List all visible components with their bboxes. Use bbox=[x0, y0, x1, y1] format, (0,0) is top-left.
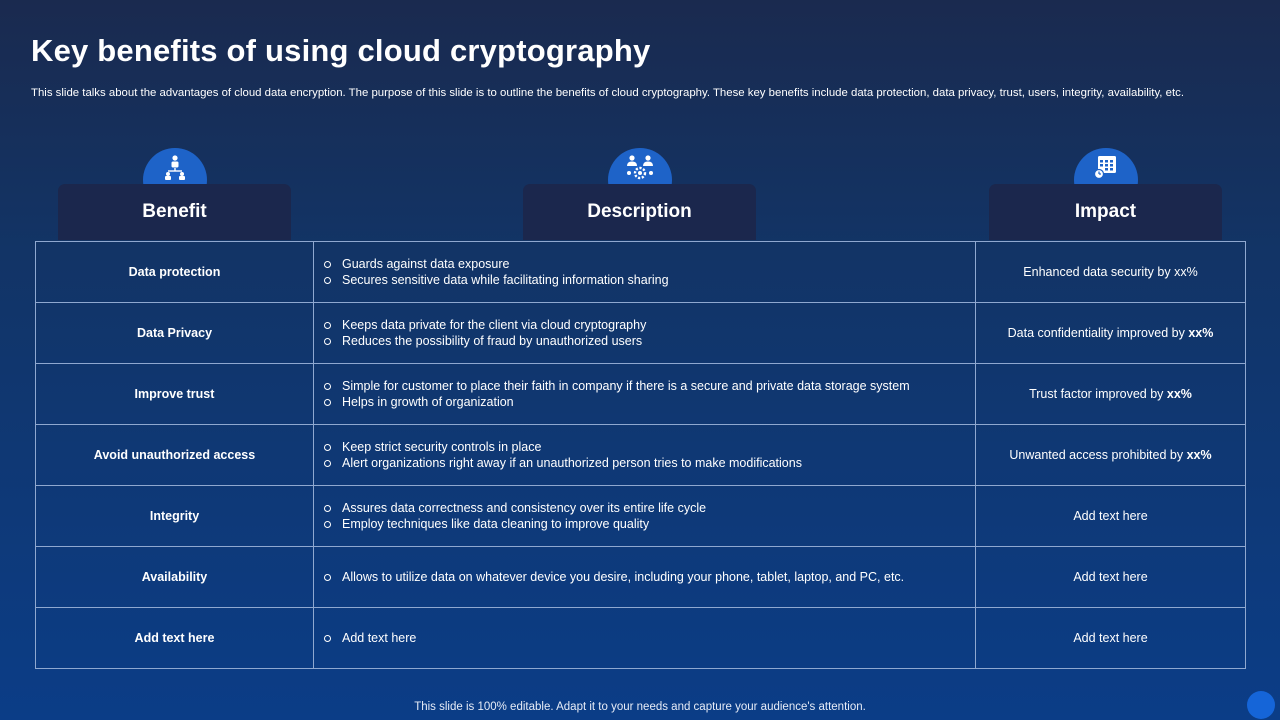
benefit-cell: Data protection bbox=[36, 242, 314, 303]
benefit-cell: Improve trust bbox=[36, 364, 314, 425]
benefit-cell: Integrity bbox=[36, 486, 314, 547]
slide-subtitle: This slide talks about the advantages of cloud data encryption. The purpose of this slide is to outline the benefits of cloud cryptography. These key benefits include data protection, data privacy, trust, users, integrity, availability, etc. bbox=[31, 87, 1184, 99]
description-cell bbox=[314, 547, 976, 608]
benefit-cell: Availability bbox=[36, 547, 314, 608]
description-bullet: Secures sensitive data while facilitating information sharing bbox=[324, 272, 975, 288]
impact-cell bbox=[976, 547, 1246, 608]
description-cell bbox=[314, 608, 976, 669]
description-cell bbox=[314, 364, 976, 425]
impact-text: Enhanced data security by xx% bbox=[1023, 265, 1198, 279]
description-bullet: Guards against data exposure bbox=[324, 256, 975, 272]
description-column-header bbox=[523, 148, 756, 240]
slide-footer: This slide is 100% editable. Adapt it to your needs and capture your audience's attention. bbox=[414, 701, 866, 713]
slide-title: Key benefits of using cloud cryptography bbox=[31, 33, 651, 68]
description-bullet: Alert organizations right away if an unauthorized person tries to make modifications bbox=[324, 455, 975, 471]
description-cell bbox=[314, 303, 976, 364]
table-row bbox=[36, 364, 1246, 425]
table-row bbox=[36, 242, 1246, 303]
description-bullet: Reduces the possibility of fraud by unauthorized users bbox=[324, 333, 975, 349]
impact-text: Add text here bbox=[1073, 570, 1148, 584]
impact-text: Add text here bbox=[1073, 631, 1148, 645]
impact-text: Unwanted access prohibited by bbox=[1009, 448, 1187, 462]
description-bullet: Simple for customer to place their faith in company if there is a secure and private data storage system bbox=[324, 378, 975, 394]
impact-cell bbox=[976, 425, 1246, 486]
table-row bbox=[36, 486, 1246, 547]
table-row bbox=[36, 425, 1246, 486]
description-bullet: Assures data correctness and consistency over its entire life cycle bbox=[324, 500, 975, 516]
impact-cell bbox=[976, 242, 1246, 303]
impact-value: xx% bbox=[1166, 387, 1192, 401]
impact-column-header bbox=[989, 148, 1222, 240]
benefit-cell: Add text here bbox=[36, 608, 314, 669]
table-row bbox=[36, 303, 1246, 364]
benefit-header-label: Benefit bbox=[58, 184, 291, 240]
impact-header-label: Impact bbox=[989, 184, 1222, 240]
description-bullet: Keep strict security controls in place bbox=[324, 439, 975, 455]
impact-cell bbox=[976, 608, 1246, 669]
description-cell bbox=[314, 425, 976, 486]
impact-cell bbox=[976, 486, 1246, 547]
description-bullet: Allows to utilize data on whatever device you desire, including your phone, tablet, laptop, and PC, etc. bbox=[324, 569, 975, 585]
benefit-cell: Data Privacy bbox=[36, 303, 314, 364]
benefit-column-header bbox=[58, 148, 291, 240]
impact-value: xx% bbox=[1186, 448, 1212, 462]
impact-cell bbox=[976, 303, 1246, 364]
table-row bbox=[36, 608, 1246, 669]
impact-text: Trust factor improved by bbox=[1029, 387, 1167, 401]
impact-value: xx% bbox=[1188, 326, 1214, 340]
impact-text: Add text here bbox=[1073, 509, 1148, 523]
description-cell bbox=[314, 486, 976, 547]
benefits-table bbox=[35, 241, 1246, 669]
table-row bbox=[36, 547, 1246, 608]
impact-cell bbox=[976, 364, 1246, 425]
corner-circle bbox=[1247, 691, 1275, 719]
description-header-label: Description bbox=[523, 184, 756, 240]
description-bullet: Keeps data private for the client via cloud cryptography bbox=[324, 317, 975, 333]
description-cell bbox=[314, 242, 976, 303]
benefit-cell: Avoid unauthorized access bbox=[36, 425, 314, 486]
description-bullet: Helps in growth of organization bbox=[324, 394, 975, 410]
impact-text: Data confidentiality improved by bbox=[1007, 326, 1189, 340]
description-bullet: Employ techniques like data cleaning to improve quality bbox=[324, 516, 975, 532]
description-bullet: Add text here bbox=[324, 630, 975, 646]
